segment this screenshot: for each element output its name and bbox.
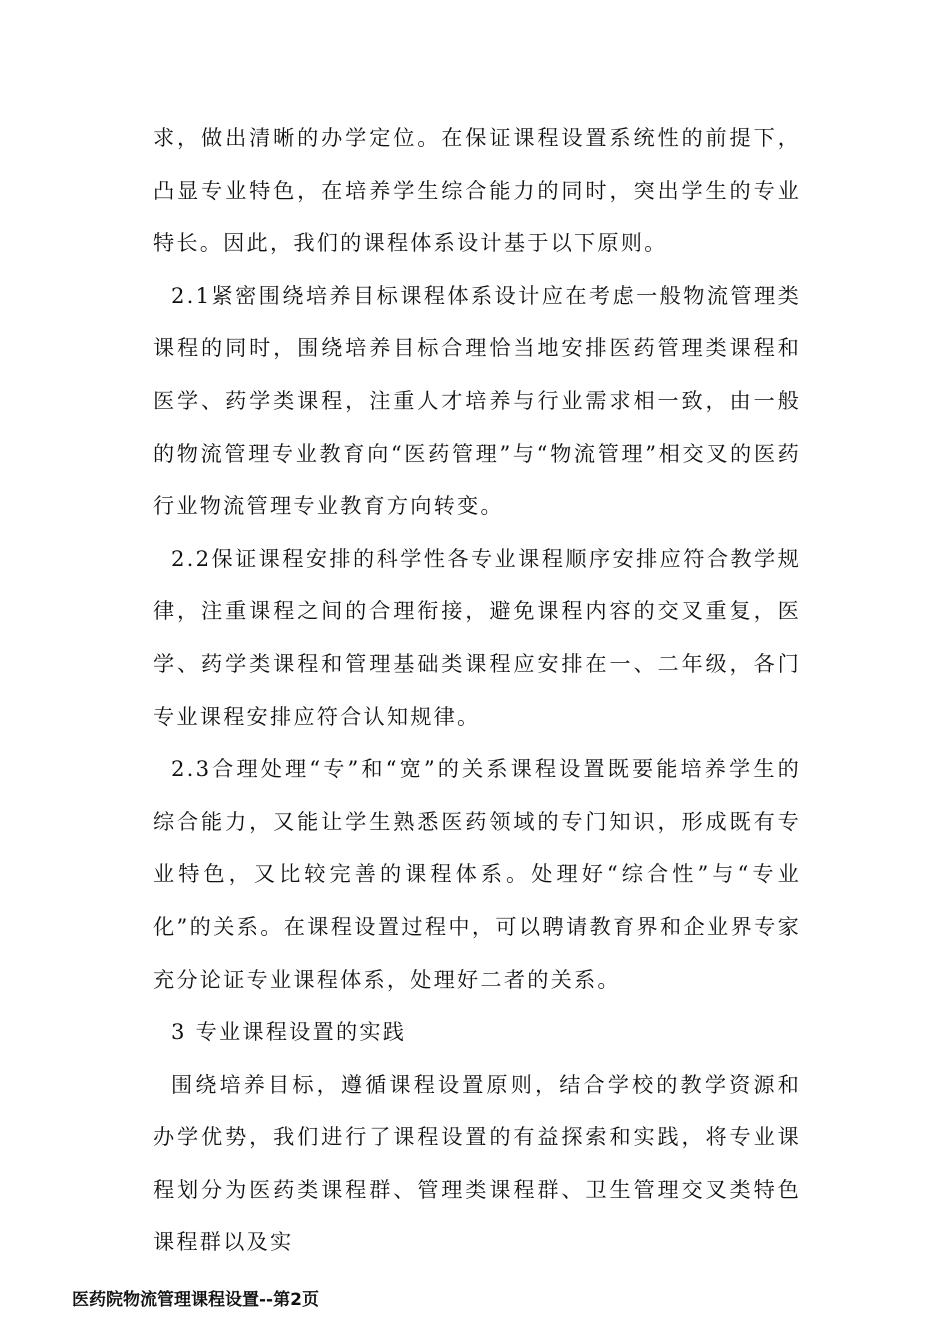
body-text: [153, 112, 801, 1269]
paragraph-2-1: 2.1紧密围绕培养目标课程体系设计应在考虑一般物流管理类课程的同时，围绕培养目标合理恰当地安排医药管理类课程和医学、药学类课程，注重人才培养与行业需求相一致，由一般的物流管理专业教育向“医药管理”与“物流管理”相交叉的医药行业物流管理专业教育方向转变。: [153, 282, 801, 519]
paragraph-3-body: 围绕培养目标，遵循课程设置原则，结合学校的教学资源和办学优势，我们进行了课程设置的有益探索和实践，将专业课程划分为医药类课程群、管理类课程群、卫生管理交叉类特色课程群以及实: [153, 1071, 801, 1255]
paragraph-2-2: 2.2保证课程安排的科学性各专业课程顺序安排应符合教学规律，注重课程之间的合理衔接，避免课程内容的交叉重复，医学、药学类课程和管理基础类课程应安排在一、二年级，各门专业课程安排应符合认知规律。: [153, 545, 801, 729]
page-footer: 医药院物流管理课程设置--第2页: [72, 1290, 319, 1310]
section-heading-3: 3 专业课程设置的实践: [171, 1019, 407, 1045]
paragraph-continuation: 求，做出清晰的办学定位。在保证课程设置系统性的前提下，凸显专业特色，在培养学生综合能力的同时，突出学生的专业特长。因此，我们的课程体系设计基于以下原则。: [153, 125, 801, 256]
paragraph-2-3: 2.3合理处理“专”和“宽”的关系课程设置既要能培养学生的综合能力，又能让学生熟悉医药领域的专门知识，形成既有专业特色，又比较完善的课程体系。处理好“综合性”与“专业化”的关系。在课程设置过程中，可以聘请教育界和企业界专家充分论证专业课程体系，处理好二者的关系。: [153, 756, 801, 992]
